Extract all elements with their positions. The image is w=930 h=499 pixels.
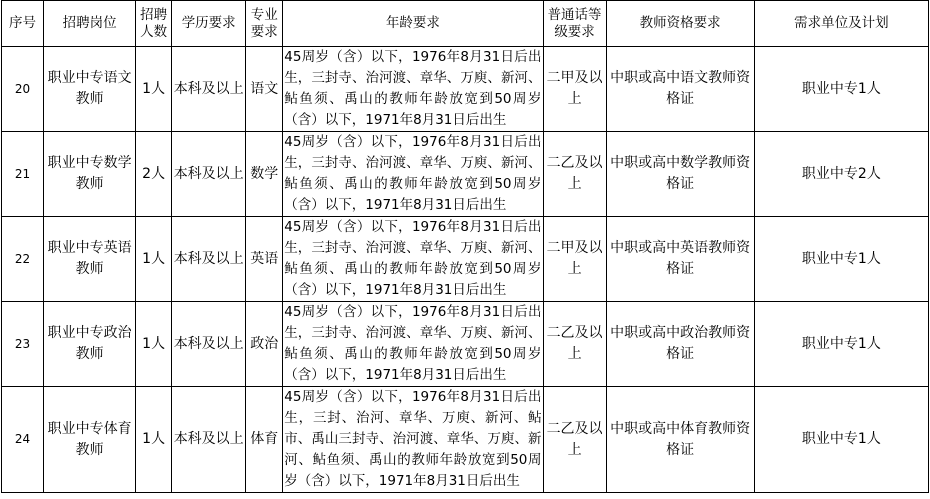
cell-education: 本科及以上 [172,302,246,387]
cell-age: 45周岁（含）以下，1976年8月31日后出生，三封寺、治河渡、章华、万庾、新河、鲇鱼须、禹山的教师年龄放宽到50周岁（含）以下，1971年8月31日后出生 [283,47,543,132]
cell-count: 1人 [136,217,172,302]
header-seq: 序号 [2,1,44,47]
cell-age: 45周岁（含）以下，1976年8月31日后出生，三封寺、治河渡、章华、万庾、新河、鲇鱼须、禹山的教师年龄放宽到50周岁（含）以下，1971年8月31日后出生 [283,132,543,217]
cell-education: 本科及以上 [172,47,246,132]
cell-mandarin: 二乙及以上 [543,302,606,387]
cell-major: 英语 [246,217,283,302]
cell-education: 本科及以上 [172,217,246,302]
cell-demand: 职业中专2人 [754,132,928,217]
cell-post: 职业中专英语教师 [44,217,136,302]
cell-seq: 24 [2,387,44,493]
cell-seq: 21 [2,132,44,217]
table-row [2,132,929,217]
cell-qualification: 中职或高中英语教师资格证 [606,217,754,302]
cell-education: 本科及以上 [172,132,246,217]
header-qualification: 教师资格要求 [606,1,754,47]
cell-qualification: 中职或高中语文教师资格证 [606,47,754,132]
cell-mandarin: 二甲及以上 [543,47,606,132]
cell-age: 45周岁（含）以下，1976年8月31日后出生，三封、治河、章华、万庾、新河、鲇市、禹山三封寺、治河渡、章华、万庾、新河、鲇鱼须、禹山的教师年龄放宽到50周岁（含）以下，1971年8月31日后出生 [283,387,543,493]
cell-education: 本科及以上 [172,387,246,493]
cell-demand: 职业中专1人 [754,302,928,387]
header-count: 招聘人数 [136,1,172,47]
header-age: 年龄要求 [283,1,543,47]
cell-mandarin: 二乙及以上 [543,132,606,217]
header-education: 学历要求 [172,1,246,47]
cell-post: 职业中专体育教师 [44,387,136,493]
cell-qualification: 中职或高中数学教师资格证 [606,132,754,217]
cell-major: 体育 [246,387,283,493]
cell-seq: 22 [2,217,44,302]
cell-age: 45周岁（含）以下，1976年8月31日后出生，三封寺、治河渡、章华、万庾、新河、鲇鱼须、禹山的教师年龄放宽到50周岁（含）以下，1971年8月31日后出生 [283,302,543,387]
cell-count: 2人 [136,132,172,217]
header-mandarin: 普通话等级要求 [543,1,606,47]
header-post: 招聘岗位 [44,1,136,47]
cell-major: 数学 [246,132,283,217]
recruitment-table [1,0,929,493]
cell-count: 1人 [136,387,172,493]
table-row [2,217,929,302]
cell-major: 政治 [246,302,283,387]
cell-post: 职业中专语文教师 [44,47,136,132]
table-row [2,387,929,493]
cell-demand: 职业中专1人 [754,47,928,132]
table-header-row [2,1,929,47]
cell-demand: 职业中专1人 [754,387,928,493]
table-row [2,302,929,387]
cell-demand: 职业中专1人 [754,217,928,302]
cell-seq: 20 [2,47,44,132]
cell-mandarin: 二乙及以上 [543,387,606,493]
cell-post: 职业中专数学教师 [44,132,136,217]
header-major: 专业要求 [246,1,283,47]
cell-count: 1人 [136,302,172,387]
cell-seq: 23 [2,302,44,387]
cell-mandarin: 二甲及以上 [543,217,606,302]
cell-age: 45周岁（含）以下，1976年8月31日后出生，三封寺、治河渡、章华、万庾、新河、鲇鱼须、禹山的教师年龄放宽到50周岁（含）以下，1971年8月31日后出生 [283,217,543,302]
cell-major: 语文 [246,47,283,132]
cell-qualification: 中职或高中政治教师资格证 [606,302,754,387]
cell-count: 1人 [136,47,172,132]
table-row [2,47,929,132]
cell-qualification: 中职或高中体育教师资格证 [606,387,754,493]
cell-post: 职业中专政治教师 [44,302,136,387]
header-demand: 需求单位及计划 [754,1,928,47]
